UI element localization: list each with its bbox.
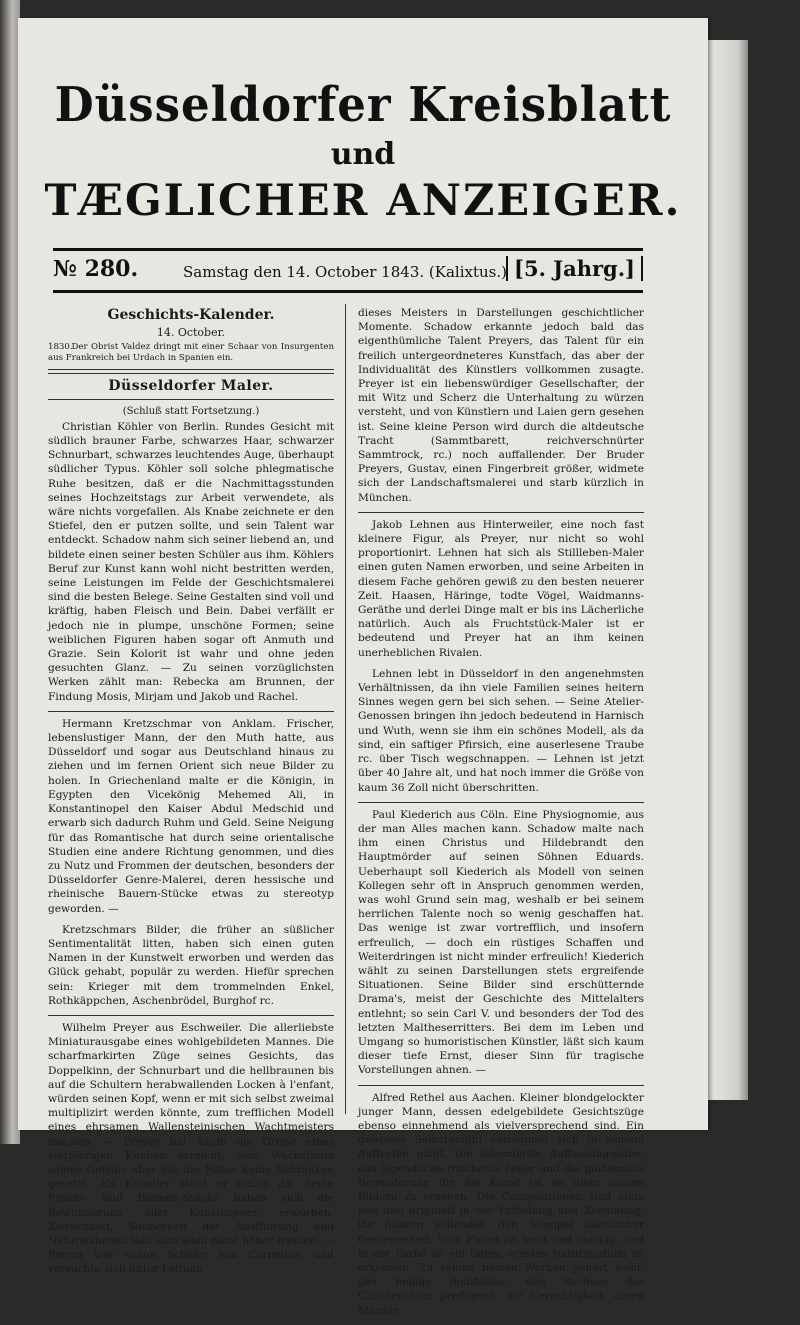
paragraph-divider [358, 1085, 644, 1086]
article-paragraph: Lehnen lebt in Düsseldorf in den angenehmsten Verhältnissen, da ihn viele Familien seines heitern Sinnes wegen gern bei sich sehen. — Seine Atelier-Genossen bringen ihn jedoch bedeutend in Harnisch und Wuth, wenn sie ihm ein schönes Modell, als da sind, ein saftiger Pfirsich, eine auserlesene Traube rc. über Tisch wegschnappen. — Lehnen ist jetzt über 40 Jahre alt, und hat noch immer die Größe von kaum 36 Zoll nicht überschritten. [358, 667, 644, 794]
column-divider [345, 304, 346, 1114]
section-divider [48, 369, 334, 374]
newspaper-page [18, 18, 708, 1317]
article-paragraph: Kretzschmars Bilder, die früher an süßlicher Sentimentalität litten, haben sich einen guten Namen in der Kunstwelt erworben und werden das Glück gehabt, populär zu werden. Hiefür sprechen sein: Krieger mit dem trommelnden Enkel, Rothkäppchen, Aschenbrödel, Burghof rc. [48, 923, 334, 1007]
right-column [358, 306, 644, 1325]
article-paragraph: Paul Kiederich aus Cöln. Eine Physiognomie, aus der man Alles machen kann. Schadow malte nach ihm einen Christus und Hildebrandt den Hauptmörder auf seinen Söhnen Eduards. Ueberhaupt soll Kiederich als Modell von seinen Kollegen sehr oft in Anspruch genommen werden, was wohl Grund sein mag, weshalb er bei seinem herrlichen Talente noch so wenig geschaffen hat. Das wenige ist zwar vortrefflich, und insofern erfreulich, — doch ein rüstiges Schaffen und Weiterdringen ist nicht minder erfreulich! Kiederich wählt zu seinen Darstellungen stets ergreifende Situationen. Seine Bilder sind erschütternde Drama's, meist der Geschichte des Mittelalters entlehnt; so sein Carl V. und besonders der Tod des letzten Maltheserritters. Bei dem im Leben und Umgang so humoristischen Künstler, läßt sich kaum dieser tiefe Ernst, dieser Sinn für tragische Vorstellungen ahnen. — [358, 808, 644, 1077]
history-entry-year: 1830. [48, 342, 73, 353]
title-divider [48, 399, 334, 400]
issue-date: Samstag den 14. October 1843. (Kalixtus.) [183, 263, 507, 281]
dateline [53, 254, 643, 288]
article-paragraph: dieses Meisters in Darstellungen geschichtlicher Momente. Schadow erkannte jedoch bald das eigenthümliche Talent Preyers, das Talent für ein freilich untergeordneteres Kunstfach, das aber der Individualität des Künstlers vollkommen zusagte. Preyer ist ein liebenswürdiger Gesellschafter, der mit Witz und Scherz die Unterhaltung zu würzen versteht, und von Künstlern und Laien gern gesehen ist. Seine kleine Person wird durch die altdeutsche Tracht (Sammtbarett, reichverschnürter Sammtrock, rc.) noch auffallender. Der Bruder Preyers, Gustav, einen Fingerbreit größer, widmete sich der Landschaftsmalerei und starb kürzlich in München. [358, 307, 644, 504]
masthead [18, 78, 708, 226]
history-calendar-title: Geschichts-Kalender. [107, 307, 275, 323]
paragraph-divider [358, 512, 644, 513]
article-paragraph: Alfred Rethel aus Aachen. Kleiner blondgelockter junger Mann, dessen edelgebildete Gesichtszüge ebenso einnehmend als vielversprechend sind. Ein gewisses Selbstgefühl verläugnet sich in seinem Auftreten nicht. Die lebendigste Auffassungsgabe, das jugendliche frischeste Feuer und die glühendste Begeisterung für die Kunst ist an allen seinen Bildern zu ersehen. Die Compositionen sind stets neu und originell in der Erfindung und Zeichnung, ihr Bildern vollendet, den Stempel klassischer Gediegenheit. Sein Pinsel ist breit und markig, und in der Farbe ist ein tiefes, ernstes Naturstudium zu erkennen. Zu seinen besten Werken gehört wohl: Der heilige Bonifazius, den Sachsen das Christenthum predigend; die Gerechtigkeit, einen Mörder [358, 1091, 644, 1317]
masthead-conjunction: und [330, 137, 396, 172]
masthead-subtitle: TÆGLICHER ANZEIGER. [44, 176, 682, 226]
paragraph-divider [48, 1015, 334, 1016]
history-entry-text: Der Obrist Valdez dringt mit einer Schaar von Insurgenten aus Frankreich bei Urdach in Spanien ein. [48, 342, 335, 364]
article-note: (Schluß statt Fortsetzung.) [122, 405, 260, 417]
history-calendar-entry [48, 342, 334, 364]
article-paragraph: Hermann Kretzschmar von Anklam. Frischer, lebenslustiger Mann, der den Muth hatte, aus Düsseldorf und sogar aus Deutschland hinaus zu ziehen und im fernen Orient sich neue Bilder zu holen. In Griechenland malte er die Königin, in Egypten den Vicekönig Mehemed Ali, in Konstantinopel den Kaiser Abdul Medschid und erwarb sich dadurch Ruhm und Geld. Seine Neigung für das Romantische hat durch seine orientalische Studien eine andere Richtung genommen, und dies zu Nutz und Frommen der deutschen, besonders der Düsseldorfer Genre-Malerei, deren hessische und rheinische Bauern-Stücke etwas zu stereotyp geworden. — [48, 717, 334, 915]
history-calendar-date: 14. October. [156, 326, 226, 340]
paragraph-divider [48, 711, 334, 712]
masthead-title: Düsseldorfer Kreisblatt [54, 76, 672, 133]
dateline-top-rule [53, 248, 643, 251]
article-paragraph: Wilhelm Preyer aus Eschweiler. Die allerliebste Miniaturausgabe eines wohlgebildeten Mannes. Die scharfmarkirten Züge seines Gesichts, das Doppelkinn, der Schnurbart und die hellbraunen bis auf die Schultern herabwallenden Locken à l'enfant, würden seinen Kopf, wenn er mit sich selbst zweimal multiplizirt werden könnte, zum trefflichen Modell eines ehrsamen Wallensteinischen Wachtmeisters machen. — Preyer hat kaum die Größe eines vierjährigen Knaben erreicht; dem Wachsthum seines Geistes aber hat die Natur keine Schranken gesetzt. Als Künstler steht er einzig da. Seine Frucht- und Blumen-Stücke haben sich die Bewunderung aller Kunstkenner erworben. Zierlichkeit, Sauberkeit der Ausführung und Naturwahrheit läßt sich wohl nicht höher treiben. — Preyer war schon Schüler von Cornelius, und versuchte sich unter Leitung [48, 1021, 334, 1276]
left-column [48, 306, 334, 1284]
article-paragraph: Christian Köhler von Berlin. Rundes Gesicht mit südlich brauner Farbe, schwarzes Haar, schwarzer Schnurbart, schwarzes leuchtendes Auge, überhaupt südlicher Typus. Köhler soll solche phlegmatische Ruhe besitzen, daß er die Nachmittagsstunden seines Hochzeitstags zur Arbeit verwendete, als wäre nichts vorgefallen. Als Knabe zeichnete er den Stiefel, den er putzen sollte, und sein Talent war entdeckt. Schadow nahm sich seiner liebend an, und bildete einen seiner besten Schüler aus ihm. Köhlers Beruf zur Kunst kann wohl nicht bestritten werden, seine Leistungen im Felde der Geschichtsmalerei sind die besten Belege. Seine Gestalten sind voll und kräftig, haben Fleisch und Bein. Dabei verfällt er jedoch nie in plumpe, unschöne Formen; seine weiblichen Figuren haben sogar oft Anmuth und Grazie. Sein Kolorit ist wahr und ohne jeden gesuchten Glanz. — Zu seinen vorzüglichsten Werken zählt man: Rebecka am Brunnen, der Findung Mosis, Mirjam und Jakob und Rachel. [48, 420, 334, 703]
article-paragraph: Jakob Lehnen aus Hinterweiler, eine noch fast kleinere Figur, als Preyer, nur nicht so wohl proportionirt. Lehnen hat sich als Stillleben-Maler einen guten Namen erworben, und seine Arbeiten in diesem Fache gehören gewiß zu den besten neuerer Zeit. Haasen, Häringe, todte Vögel, Waidmanns-Geräthe und derlei Dinge malt er bis ins Lächerliche natürlich. Auch als Fruchtstück-Maler ist er bedeutend und Preyer hat an ihm keinen unerheblichen Rivalen. [358, 518, 644, 659]
adjacent-page-edge [0, 0, 20, 1144]
dateline-bottom-rule [53, 290, 643, 293]
paragraph-divider [358, 802, 644, 803]
issue-number: № 280. [53, 256, 139, 282]
volume-year: [5. Jahrg.] [506, 256, 643, 281]
article-title: Düsseldorfer Maler. [108, 378, 274, 395]
